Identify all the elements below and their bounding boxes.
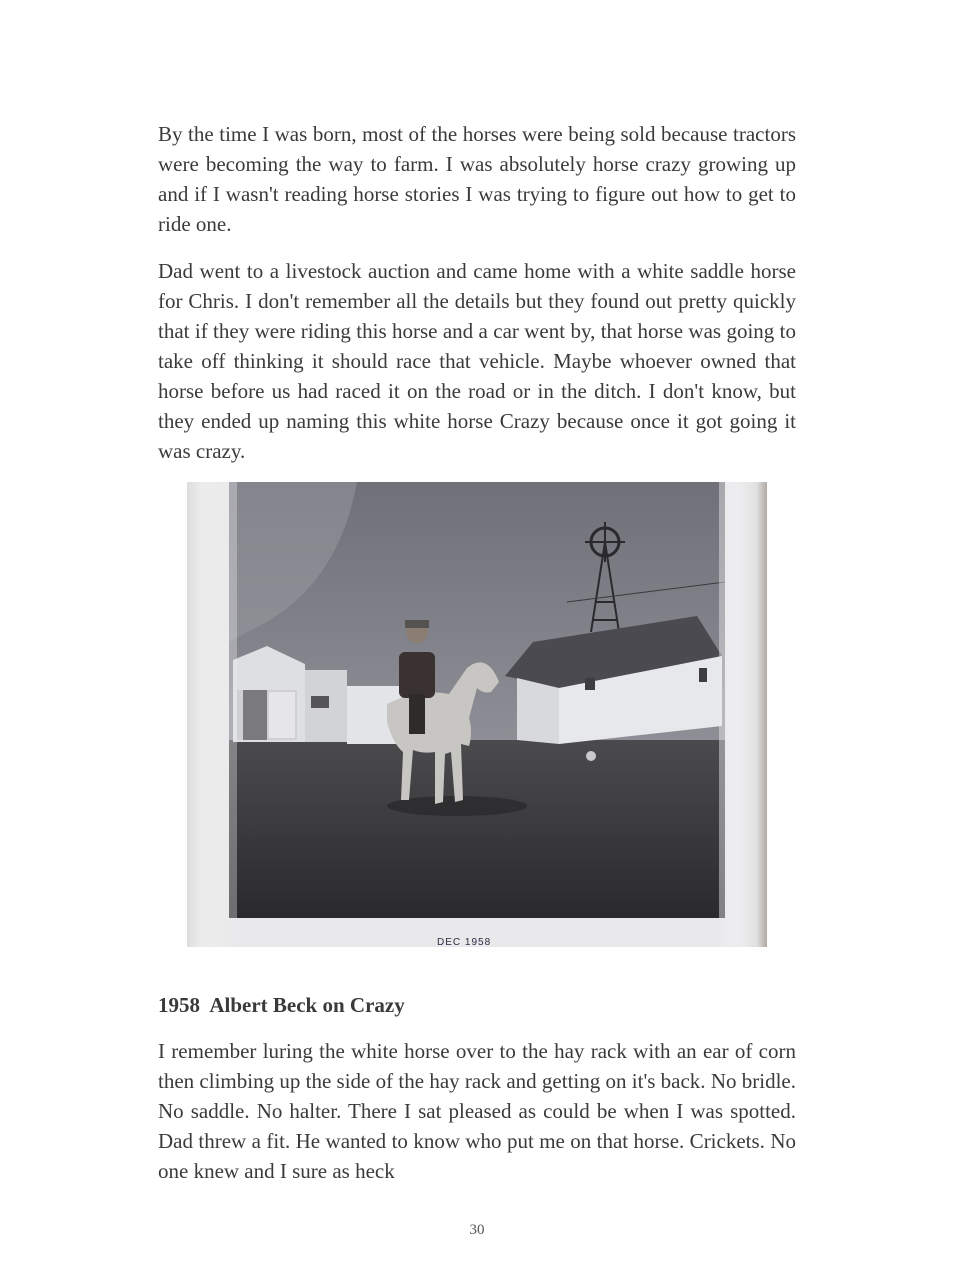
chicken xyxy=(586,751,596,761)
paragraph-horses-sold: By the time I was born, most of the horses were being sold because tractors were becoming the way to farm. I was absolutely horse crazy growing up and if I wasn't reading horse stories I was trying to figure out how to get to ride one. xyxy=(158,122,796,236)
ground xyxy=(229,740,725,918)
photo-caption: 1958 Albert Beck on Crazy xyxy=(158,993,405,1017)
photo-border-right xyxy=(719,482,767,947)
paragraph-hay-rack: I remember luring the white horse over to the hay rack with an ear of corn then climbing up the side of the hay rack and getting on it's back. No bridle. No saddle. No halter. There I sat pleased as could be when I was spotted. Dad threw a fit. He wanted to know who put me on that horse. Crickets. No one knew and I sure as heck xyxy=(158,1039,796,1183)
page-number: 30 xyxy=(469,1222,485,1238)
photo-border-left xyxy=(187,482,237,947)
farm-photo-illustration xyxy=(187,482,767,947)
photograph-man-on-white-horse xyxy=(187,482,767,947)
paragraph-livestock-auction: Dad went to a livestock auction and came home with a white saddle horse for Chris. I don't remember all the details but they found out pretty quickly that if they were riding this horse and a car went by, that horse was going to take off thinking it should race that vehicle. Maybe whoever owned that horse before us had raced it on the road or in the ditch. I don't know, but they ended up naming this white horse Crazy because once it got going it was crazy. xyxy=(158,259,796,463)
photo-date-stamp: DEC 1958 xyxy=(437,937,492,947)
